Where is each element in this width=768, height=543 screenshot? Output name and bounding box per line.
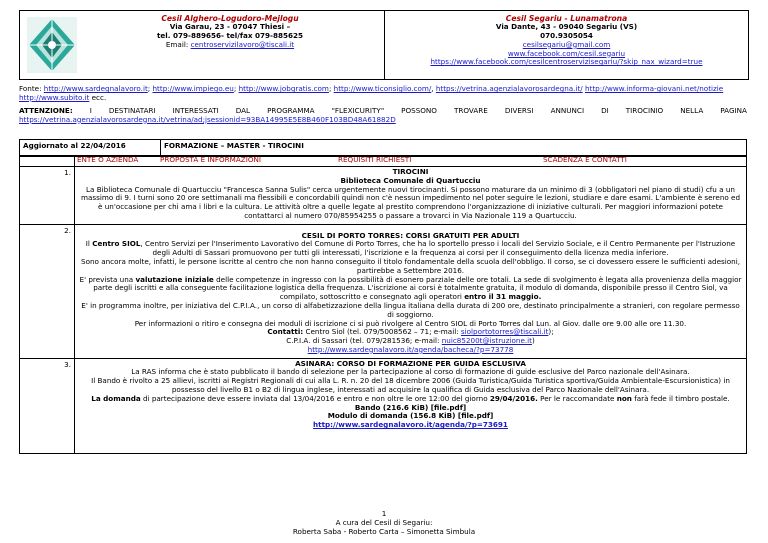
item-paragraph: Sono ancora molte, infatti, le persone iscritte al centro che non hanno conseguito il titolo fondamentale della scuola dell'obbligo. Il corso, se ci dovessero essere le sufficienti adesioni, partirebbe a Settembre 2016. — [81, 257, 740, 275]
item-paragraph: La RAS informa che è stato pubblicato il bando di selezione per la partecipazione al corso di formazione di guide esclusive del Parco nazionale dell'Asinara. — [131, 367, 690, 377]
email-label: Email: — [165, 39, 189, 49]
updated-date: Aggiornato al 22/04/2016 — [23, 141, 126, 150]
column-header-requisiti: REQUISITI RICHIESTI — [338, 155, 412, 164]
offers-body-table — [19, 155, 747, 454]
sources-label: Fonte: — [19, 84, 42, 93]
source-link[interactable]: http://www.informa-giovani.net/notizie — [584, 84, 724, 93]
bando-file[interactable]: Bando (216.6 KiB) [file.pdf] — [354, 402, 467, 412]
right-office-web-link[interactable]: www.facebook.com/cesil.segariu — [507, 48, 626, 58]
item-title: TIROCINI — [392, 167, 429, 176]
item-2-content — [75, 225, 746, 358]
cesil-logo — [27, 17, 77, 73]
item-number: 2. — [64, 225, 71, 235]
left-office-title: Cesil Alghero-Logudoro-Mejlogu — [161, 14, 299, 23]
column-header-spacer — [20, 156, 75, 167]
right-office-email-link[interactable]: cesilsegariu@gmail.com — [522, 39, 611, 49]
column-header-scadenza: SCADENZA E CONTATTI — [543, 155, 627, 164]
item-1-content — [75, 167, 746, 224]
item-paragraph: Il Bando è rivolto a 25 allievi, iscritti ai Registri Regionali di cui alla L. R. n. 20 del 18 dicembre 2006 (Guida Turistica/Guida Turistica sportiva/Guida Ambientale-Escursionistica) in possesso del livello B1 o B2 di lingua inglese, interessati ad acquisire la qualifica di Guida esclusiva del Parco Nazionale dell'Asinara. — [91, 376, 730, 394]
left-office-address: Via Garau, 23 - 07047 Thiesi – — [169, 22, 291, 32]
page-number: 1 — [381, 509, 387, 518]
item-contacts-cpia: C.P.I.A. di Sassari (tel. 079/281536; e-mail: nuic85200t@istruzione.it) — [286, 336, 535, 346]
right-office-title: Cesil Segariu - Lunamatrona — [505, 14, 628, 23]
header-left — [80, 14, 380, 50]
item-link[interactable]: http://www.sardegnalavoro.it/agenda/?p=73691 — [313, 420, 508, 430]
left-office-phone: tel. 079-889656- tel/fax 079-885625 — [157, 31, 303, 41]
sources-suffix: ecc. — [91, 92, 107, 102]
source-link[interactable]: http://www.impiego.eu — [152, 84, 234, 93]
right-office-phone: 070.9305054 — [540, 31, 593, 41]
contact-email-link[interactable]: nuic85200t@istruzione.it — [441, 336, 532, 346]
attention-notice — [19, 107, 747, 125]
footer-authors: Roberta Saba - Roberto Carta – Simonetta Simbula — [292, 526, 476, 536]
item-body: La Biblioteca Comunale di Quartucciu "Francesca Sanna Sulis" cerca urgentemente nuovi tirocinanti. Si possono maturare da un minimo di 3 (obbligatori nel piano di studi) cfu a un massimo di 9. I turni sono 20 ore settimanali ma flessibili e concordabili quindi non c'è nessun impedimento nel poter seguire le lezioni, studiare e dare esami. L'ambiente è sereno ed è un'occasione per chi ama i libri e la cultura. Le attività oltre a quelle legate al prestito comprendono l'organizzazione di iniziative culturali. Per maggiori informazioni potete contattarci al numero 070/85954255 o passare a trovarci in Via Nazionale 119 a Quartucciu. — [80, 184, 741, 220]
attention-text-row: ATTENZIONE: I DESTINATARI INTERESSATI DAL PROGRAMMA "FLEXICURITY" POSSONO TROVARE DIVERSI ANNUNCI DI TIROCINIO NELLA PAGINA — [19, 106, 747, 115]
section-title-cell — [161, 140, 747, 157]
item-contacts: Contatti: Centro Siol (tel. 079/5008562 – 71; e-mail: siolportotorres@tiscali.it); — [267, 327, 554, 337]
source-link[interactable]: http://www.sardegnalavoro.it — [43, 84, 148, 93]
item-paragraph: La domanda di partecipazione deve essere inviata dal 13/04/2016 e entro e non oltre le ore 12:00 del giorno 29/04/2016. Per le raccomandate non farà fede il timbro postale. — [91, 393, 730, 403]
item-paragraph: E' prevista una valutazione iniziale delle competenze in ingresso con la possibilità di esonero parziale delle ore totali. La sede di svolgimento è legata alla provenienza della maggior parte degli iscritti e alla conseguente facilitazione logistica della frequenza. L'iscrizione ai corsi è totalmente gratuita, il modulo di domanda, disponibile presso il Centro Siol, va compilato, sottoscritto e consegnato agli operatori entro il 31 maggio. — [79, 274, 742, 302]
table-row — [20, 358, 747, 453]
modulo-file[interactable]: Modulo di domanda (156.8 KiB) [file.pdf] — [327, 411, 494, 421]
column-header-row — [75, 156, 747, 167]
item-number: 3. — [64, 359, 71, 369]
attention-link[interactable]: https://vetrina.agenzialavorosardegna.it/vetrina/ad;jsessionid=93BA14995E5E8B460F103BD48A61882D — [19, 114, 396, 124]
column-header-proposta: PROPOSTA E INFORMAZIONI — [160, 155, 261, 164]
item-title: CESIL DI PORTO TORRES: CORSI GRATUITI PER ADULTI — [301, 230, 520, 240]
sources-line: Fonte: http://www.sardegnalavoro.it; http://www.impiego.eu; http://www.jobgratis.com; http://www.ticonsiglio.com/, https://vetrina.agenzialavorosardegna.it/ http://www.informa-giovani.net/notizie http://www.subito.it ecc. — [19, 84, 724, 102]
right-office-address: Via Dante, 43 - 09040 Segariu (VS) — [495, 22, 638, 32]
item-paragraph: E' in programma inoltre, per iniziativa del C.P.I.A., un corso di alfabetizzazione della lingua italiana della durata di 200 ore, destinato principalmente a stranieri, con regolare permesso di soggiorno. — [81, 300, 740, 319]
item-subtitle: Biblioteca Comunale di Quartucciu — [340, 175, 481, 185]
source-link[interactable]: https://vetrina.agenzialavorosardegna.it/ — [435, 84, 583, 93]
header-box — [19, 10, 749, 80]
item-3-content — [75, 359, 746, 453]
item-link[interactable]: http://www.sardegnalavoro.it/agenda/bacheca/?p=73778 — [307, 344, 514, 354]
left-office-email-link[interactable]: centroservizilavoro@tiscali.it — [190, 39, 295, 49]
item-paragraph: Per informazioni o ritiro e consegna dei moduli di iscrizione ci si può rivolgere al Centro SIOL di Porto Torres dal Lun. al Giov. dalle ore 9.00 alle ore 11.30. — [134, 318, 687, 328]
left-office-email-row — [80, 41, 380, 50]
source-link[interactable]: http://www.ticonsiglio.com/ — [333, 84, 432, 93]
page-footer — [0, 510, 768, 536]
source-link[interactable]: http://www.subito.it — [19, 92, 90, 102]
table-row — [20, 167, 747, 225]
column-header-ente: ENTE O AZIENDA — [77, 155, 139, 164]
section-title: FORMAZIONE – MASTER - TIROCINI — [164, 141, 304, 150]
footer-credit: A cura del Cesil di Segariu: — [335, 517, 433, 527]
header-divider — [384, 11, 385, 79]
header-right — [388, 14, 745, 67]
updated-cell — [20, 140, 161, 157]
item-title: ASINARA: CORSO DI FORMAZIONE PER GUIDA ESCLUSIVA — [295, 358, 526, 368]
source-link[interactable]: http://www.jobgratis.com — [238, 84, 329, 93]
item-paragraph: Il Centro SIOL, Centro Servizi per l'Inserimento Lavorativo del Comune di Porto Torres, che ha lo sportello presso i locali del Servizio Sociale, e il Centro Permanente per l'Istruzione degli Adulti di Sassari promuovono per tutti gli interessati, l'iscrizione e la frequenza ai corsi per il conseguimento della licenza media inferiore. — [85, 239, 736, 258]
table-row — [20, 224, 747, 358]
right-office-facebook-link[interactable]: https://www.facebook.com/cesilcentroservizisegariu/?skip_nax_wizard=true — [430, 57, 703, 67]
item-number: 1. — [64, 168, 71, 177]
contact-email-link[interactable]: siolportotorres@tiscali.it — [460, 327, 549, 337]
attention-label: ATTENZIONE: — [19, 106, 73, 115]
